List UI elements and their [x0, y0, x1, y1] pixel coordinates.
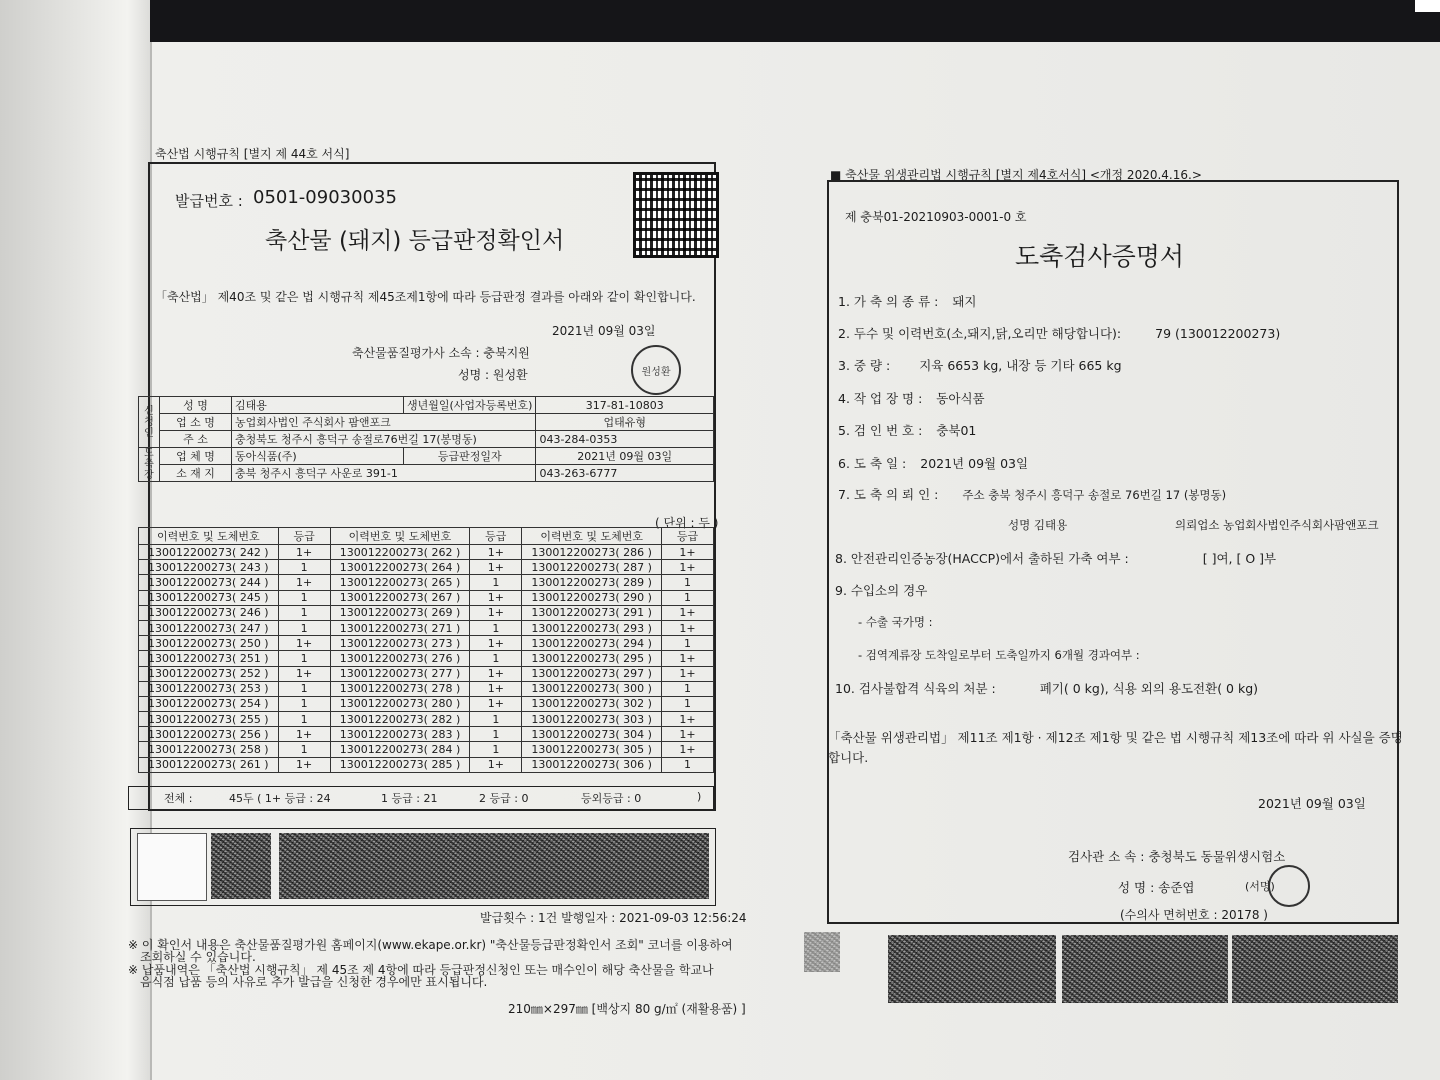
trace-number-cell: 130012200273( 271 )	[330, 620, 470, 635]
trace-number-cell: 130012200273( 305 )	[522, 742, 662, 757]
grade-cell: 1+	[278, 666, 330, 681]
table-row	[139, 545, 714, 560]
grade-cell: 1	[470, 712, 522, 727]
item-2: 2. 두수 및 이력번호(소,돼지,닭,오리만 해당합니다): 79 (130012200273)	[838, 326, 1281, 341]
statement: 「축산물 위생관리법」 제11조 제1항 · 제12조 제1항 및 같은 법 시행규칙 제13조에 따라 위 사실을 증명	[828, 730, 1403, 745]
trace-number-cell: 130012200273( 267 )	[330, 590, 470, 605]
table-row	[139, 636, 714, 651]
trace-number-cell: 130012200273( 278 )	[330, 681, 470, 696]
cert-date: 2021년 09월 03일	[552, 324, 656, 338]
table-row	[139, 712, 714, 727]
grade-cell: 1	[662, 757, 714, 772]
note-2b: 음식점 납품 등의 사유로 추가 발급을 신청한 경우에만 표시됩니다.	[140, 975, 488, 989]
trace-number-cell: 130012200273( 265 )	[330, 575, 470, 590]
item-1: 1. 가 축 의 종 류 : 돼지	[838, 294, 977, 309]
item-9: 9. 수입소의 경우	[835, 583, 928, 598]
grade-cell: 1+	[662, 560, 714, 575]
grade-cell: 1	[662, 681, 714, 696]
trace-number-cell: 130012200273( 282 )	[330, 712, 470, 727]
item-9a: - 수출 국가명 :	[858, 615, 933, 629]
grade-cell: 1+	[662, 545, 714, 560]
official-seal: 원성환	[631, 345, 681, 395]
table-row	[139, 575, 714, 590]
trace-number-cell: 130012200273( 300 )	[522, 681, 662, 696]
grade-cell: 1	[278, 590, 330, 605]
grade-cell: 1+	[470, 636, 522, 651]
grade-cell: 1+	[470, 681, 522, 696]
law-reference: ■ 축산물 위생관리법 시행규칙 [별지 제4호서식] <개정 2020.4.16.>	[830, 168, 1202, 182]
inspector-org: 검사관 소 속 : 충청북도 동물위생시험소	[1068, 849, 1286, 864]
grade-cell: 1	[278, 712, 330, 727]
trace-number-cell: 130012200273( 293 )	[522, 620, 662, 635]
grade-cell: 1+	[470, 545, 522, 560]
trace-number-cell: 130012200273( 286 )	[522, 545, 662, 560]
trace-number-cell: 130012200273( 295 )	[522, 651, 662, 666]
barcode-icon	[888, 935, 1056, 1003]
trace-number-cell: 130012200273( 250 )	[139, 636, 279, 651]
certificate-title: 축산물 (돼지) 등급판정확인서	[265, 228, 565, 254]
barcode-strip-icon	[279, 833, 709, 899]
grade-cell: 1+	[470, 757, 522, 772]
trace-number-cell: 130012200273( 289 )	[522, 575, 662, 590]
grade-cell: 1+	[470, 590, 522, 605]
grade-cell: 1+	[278, 545, 330, 560]
grade-cell: 1	[278, 742, 330, 757]
grade-cell: 1	[662, 696, 714, 711]
item-10: 10. 검사불합격 식육의 처분 : 폐기( 0 kg), 식용 외의 용도전환( 0 kg)	[835, 681, 1259, 696]
trace-number-cell: 130012200273( 294 )	[522, 636, 662, 651]
certificate-title: 도축검사증명서	[1015, 242, 1185, 271]
grade-cell: 1+	[662, 651, 714, 666]
trace-number-cell: 130012200273( 285 )	[330, 757, 470, 772]
law-reference: 축산법 시행규칙 [별지 제 44호 서식]	[155, 147, 350, 161]
close-paren: )	[697, 790, 702, 803]
item-6: 6. 도 축 일 : 2021년 09월 03일	[838, 456, 1029, 471]
intro-text: 「축산법」 제40조 및 같은 법 시행규칙 제45조제1항에 따라 등급판정 결과를 아래와 같이 확인합니다.	[155, 290, 696, 304]
grade-cell: 1	[278, 681, 330, 696]
note-2: ※ 납품내역은 「축산법 시행규칙」 제 45조 제 4항에 따라 등급판정신청인 또는 매수인이 해당 축산물을 학교나	[128, 963, 714, 977]
grade-cell: 1+	[470, 666, 522, 681]
trace-number-cell: 130012200273( 287 )	[522, 560, 662, 575]
grade-cell: 1+	[662, 666, 714, 681]
top-dark-edge	[150, 0, 1440, 42]
signature-label: (서명)	[1245, 880, 1275, 893]
grade-cell: 1	[278, 651, 330, 666]
trace-number-cell: 130012200273( 251 )	[139, 651, 279, 666]
grade-cell: 1	[470, 575, 522, 590]
barcode-icon-3	[1232, 935, 1398, 1003]
trace-number-cell: 130012200273( 252 )	[139, 666, 279, 681]
trace-number-cell: 130012200273( 247 )	[139, 620, 279, 635]
barcode-area	[130, 828, 716, 906]
trace-number-cell: 130012200273( 243 )	[139, 560, 279, 575]
table-row	[139, 696, 714, 711]
trace-number-cell: 130012200273( 297 )	[522, 666, 662, 681]
grade-cell: 1	[470, 727, 522, 742]
trace-number-cell: 130012200273( 255 )	[139, 712, 279, 727]
grade-cell: 1	[278, 620, 330, 635]
grade-cell: 1	[662, 590, 714, 605]
grade1-count: 1 등급 : 21	[381, 792, 438, 805]
item-5: 5. 검 인 번 호 : 충북01	[838, 423, 977, 438]
table-row	[139, 727, 714, 742]
grade-certificate	[120, 140, 747, 1020]
applicant-group-label: 신청인	[139, 397, 160, 448]
grader-name: 성명 : 원성환	[458, 368, 528, 382]
grade-cell: 1+	[470, 560, 522, 575]
grade-out-count: 등외등급 : 0	[581, 792, 642, 805]
trace-number-cell: 130012200273( 273 )	[330, 636, 470, 651]
grade-cell: 1+	[278, 727, 330, 742]
trace-number-cell: 130012200273( 253 )	[139, 681, 279, 696]
item-3: 3. 중 량 : 지육 6653 kg, 내장 등 기타 665 kg	[838, 358, 1122, 373]
grade-cell: 1+	[662, 620, 714, 635]
grade-cell: 1+	[278, 575, 330, 590]
grade-cell: 1	[470, 742, 522, 757]
trace-number-cell: 130012200273( 262 )	[330, 545, 470, 560]
grade-cell: 1	[278, 696, 330, 711]
inspector-seal	[1268, 865, 1310, 907]
table-row	[139, 666, 714, 681]
barcode-icon-2	[1062, 935, 1228, 1003]
trace-number-cell: 130012200273( 284 )	[330, 742, 470, 757]
table-row	[139, 651, 714, 666]
note-1: ※ 이 확인서 내용은 축산물품질평가원 홈페이지(www.ekape.or.kr) "축산물등급판정확인서 조회" 코너를 이용하여	[128, 938, 733, 952]
grade-cell: 1+	[278, 636, 330, 651]
issue-count: 발급횟수 : 1건 발행일자 : 2021-09-03 12:56:24	[480, 911, 747, 925]
grade-cell: 1+	[470, 696, 522, 711]
total-count: 45두 ( 1+ 등급 : 24	[229, 792, 331, 805]
grade-cell: 1+	[470, 605, 522, 620]
applicant-table: 신청인 성 명 김태용 생년월일(사업자등록번호) 317-81-10803 업 소 명 농업회사법인 주식회사 팜앤포크 업태유형 주 소 충청북도 청주시 흥덕구 송절로76번길 17(봉명동) 043-284-0353 도축장 업 체 명 동아식품(주) 등급판정일자 2021년 09월 03일 소 재 지 충북 청주시 흥덕구 사운로 391-1 043-263-6777	[138, 396, 714, 482]
trace-number-cell: 130012200273( 261 )	[139, 757, 279, 772]
table-row	[139, 560, 714, 575]
table-row	[139, 681, 714, 696]
paper-spec: 210㎜×297㎜ [백상지 80 g/㎡ (재활용품) ]	[508, 1002, 746, 1016]
trace-number-cell: 130012200273( 280 )	[330, 696, 470, 711]
barcode-icon	[211, 833, 271, 899]
license-number: (수의사 면허번호 : 20178 )	[1120, 908, 1268, 922]
grade-cell: 1+	[662, 727, 714, 742]
grade-table: 이력번호 및 도체번호 등급 이력번호 및 도체번호 등급 이력번호 및 도체번호 등급 130012200273( 242 ) 1+ 130012200273( 262 ) 1+ 130012200273( 286 ) 1+ 130012200273( 243 ) 1 130012200273( 264 ) 1+ 130012200273( 287 ) 1+ 130012200273( 244 ) 1+ 130012200273( 265 ) 1 130012200273( 289 ) 1 130012200273( 245 ) 1 130012200273( 267 ) 1+ 130012200273( 290 ) 1 130012200273( 246 ) 1 130012200273( 269 ) 1+ 130012200273( 291 ) 1+ 130012200273( 247 ) 1 130012200273( 271 ) 1 130012200273( 293 ) 1+ 130012200273( 250 ) 1+ 130012200273( 273 ) 1+ 130012200273( 294 ) 1 130012200273( 251 ) 1 130012200273( 276 ) 1 130012200273( 295 ) 1+ 130012200273( 252 ) 1+ 130012200273( 277 ) 1+ 130012200273( 297 ) 1+ 130012200273( 253 ) 1 130012200273( 278 ) 1+ 130012200273( 300 ) 1 130012200273( 254 ) 1 130012200273( 280 ) 1+ 130012200273( 302 ) 1 130012200273( 255 ) 1 130012200273( 282 ) 1 130012200273( 303 ) 1+ 130012200273( 256 ) 1+ 130012200273( 283 ) 1 130012200273( 304 ) 1+ 130012200273( 258 ) 1 130012200273( 284 ) 1 130012200273( 305 ) 1+ 130012200273( 261 ) 1+ 130012200273( 285 ) 1+ 130012200273( 306 ) 1	[138, 527, 714, 773]
item-9b: - 검역계류장 도착일로부터 도축일까지 6개월 경과여부 :	[858, 648, 1140, 662]
table-row	[139, 620, 714, 635]
trace-number-cell: 130012200273( 283 )	[330, 727, 470, 742]
item-8: 8. 안전관리인증농장(HACCP)에서 출하된 가축 여부 : [ ]여, [ O ]부	[835, 551, 1277, 566]
issue-number-label: 발급번호 :	[175, 192, 243, 210]
qr-code-icon	[633, 172, 719, 258]
trace-number-cell: 130012200273( 290 )	[522, 590, 662, 605]
slaughter-inspection-certificate	[800, 160, 1420, 1010]
scan-artifact-icon	[804, 932, 840, 972]
doc-number: 제 충북01-20210903-0001-0 호	[845, 210, 1027, 224]
grade-cell: 1+	[662, 605, 714, 620]
trace-number-cell: 130012200273( 277 )	[330, 666, 470, 681]
top-right-edge	[1415, 0, 1440, 12]
trace-number-cell: 130012200273( 258 )	[139, 742, 279, 757]
grade-cell: 1	[278, 560, 330, 575]
grade-cell: 1+	[662, 712, 714, 727]
unit-label: ( 단위 : 두 )	[655, 516, 719, 530]
table-row	[139, 590, 714, 605]
trace-number-cell: 130012200273( 244 )	[139, 575, 279, 590]
note-1b: 조회하실 수 있습니다.	[140, 950, 256, 964]
trace-number-cell: 130012200273( 246 )	[139, 605, 279, 620]
slaughter-group-label: 도축장	[139, 448, 160, 482]
trace-number-cell: 130012200273( 276 )	[330, 651, 470, 666]
trace-number-cell: 130012200273( 291 )	[522, 605, 662, 620]
inspector-name: 성 명 : 송준엽	[1118, 880, 1195, 895]
total-row	[128, 786, 714, 810]
requester-name: 성명 김태용	[1008, 518, 1068, 532]
trace-number-cell: 130012200273( 245 )	[139, 590, 279, 605]
issue-number: 0501-09030035	[253, 187, 397, 208]
item-4: 4. 작 업 장 명 : 동아식품	[838, 391, 985, 406]
grade-cell: 1	[662, 575, 714, 590]
table-row	[139, 742, 714, 757]
trace-number-cell: 130012200273( 303 )	[522, 712, 662, 727]
trace-number-cell: 130012200273( 256 )	[139, 727, 279, 742]
grade-cell: 1+	[278, 757, 330, 772]
grader-org: 축산물품질평가사 소속 : 충북지원	[352, 346, 530, 360]
total-label: 전체 :	[164, 792, 193, 805]
table-row	[139, 605, 714, 620]
trace-number-cell: 130012200273( 306 )	[522, 757, 662, 772]
grade-cell: 1+	[662, 742, 714, 757]
trace-number-cell: 130012200273( 242 )	[139, 545, 279, 560]
trace-number-cell: 130012200273( 304 )	[522, 727, 662, 742]
inspection-date: 2021년 09월 03일	[1258, 796, 1366, 811]
blank-box	[137, 833, 207, 901]
grade-cell: 1	[278, 605, 330, 620]
trace-number-cell: 130012200273( 302 )	[522, 696, 662, 711]
trace-number-cell: 130012200273( 269 )	[330, 605, 470, 620]
statement-2: 합니다.	[828, 750, 869, 765]
requester-business: 의뢰업소 농업회사법인주식회사팜앤포크	[1175, 518, 1379, 532]
grade-cell: 1	[470, 620, 522, 635]
grade2-count: 2 등급 : 0	[479, 792, 529, 805]
item-7: 7. 도 축 의 뢰 인 : 주소 충북 청주시 흥덕구 송절로 76번길 17 (봉명동)	[838, 487, 1227, 502]
grade-cell: 1	[470, 651, 522, 666]
grade-cell: 1	[662, 636, 714, 651]
trace-number-cell: 130012200273( 254 )	[139, 696, 279, 711]
table-row	[139, 757, 714, 772]
trace-number-cell: 130012200273( 264 )	[330, 560, 470, 575]
